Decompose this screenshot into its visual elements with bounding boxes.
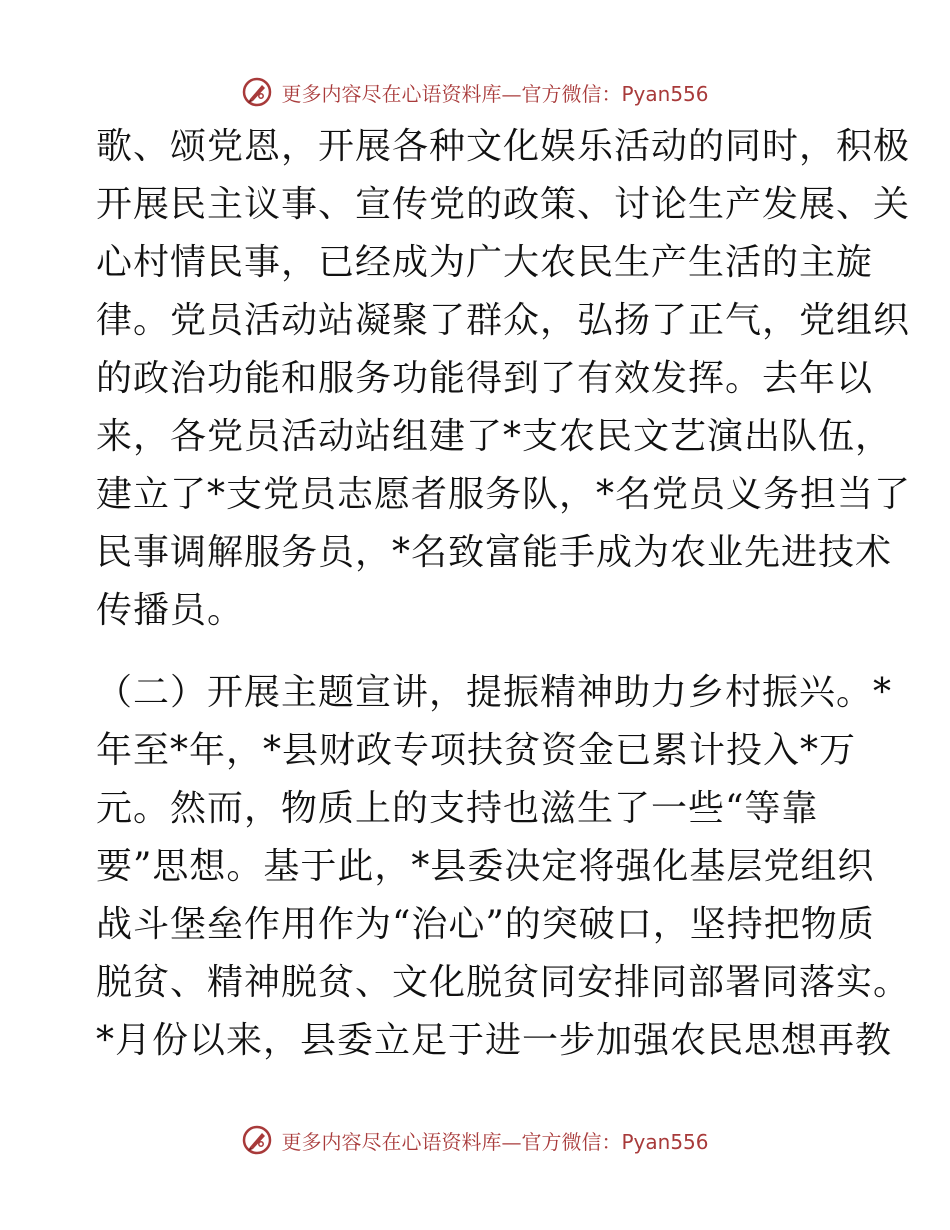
- header-banner-text: [281, 78, 708, 107]
- paragraph-spacer: [96, 640, 856, 664]
- text-line: 元。然而，物质上的支持也滋生了一些“等靠: [96, 788, 819, 829]
- text-line: （二）开展主题宣讲，提振精神助力乡村振兴。*: [96, 672, 893, 713]
- text-line: 建立了*支党员志愿者服务队，*名党员义务担当了: [96, 474, 912, 515]
- text-line: 民事调解服务员，*名致富能手成为农业先进技术: [96, 532, 893, 573]
- text-line: *月份以来，县委立足于进一步加强农民思想再教: [96, 1020, 893, 1061]
- text-line: 脱贫、精神脱贫、文化脱贫同安排同部署同落实。: [96, 962, 911, 1003]
- header-banner-label: 更多内容尽在心语资料库—官方微信：: [281, 81, 622, 106]
- paragraph-2: [96, 664, 911, 1070]
- text-line: 传播员。: [96, 590, 245, 631]
- text-line: 来，各党员活动站组建了*支农民文艺演出队伍，: [96, 416, 893, 457]
- text-line: 要”思想。基于此，*县委决定将强化基层党组织: [96, 846, 875, 887]
- text-line: 战斗堡垒作用作为“治心”的突破口，坚持把物质: [96, 904, 875, 945]
- document-body: [96, 118, 912, 1070]
- text-line: 心村情民事，已经成为广大农民生产生活的主旋: [96, 242, 874, 283]
- header-banner: [0, 72, 950, 112]
- footer-banner: [0, 1120, 950, 1160]
- quill-pen-logo-icon: [241, 76, 273, 108]
- text-line: 的政治功能和服务功能得到了有效发挥。去年以: [96, 358, 874, 399]
- footer-banner-label: 更多内容尽在心语资料库—官方微信：: [281, 1129, 622, 1154]
- header-wechat-id: Pyan556: [621, 81, 709, 106]
- paragraph-1: [96, 118, 912, 640]
- text-line: 开展民主议事、宣传党的政策、讨论生产发展、关: [96, 184, 911, 225]
- text-line: 歌、颂党恩，开展各种文化娱乐活动的同时，积极: [96, 126, 911, 167]
- footer-banner-text: [281, 1126, 708, 1155]
- text-line: 律。党员活动站凝聚了群众，弘扬了正气，党组织: [96, 300, 911, 341]
- footer-wechat-id: Pyan556: [621, 1129, 709, 1154]
- text-line: 年至*年，*县财政专项扶贫资金已累计投入*万: [96, 730, 857, 771]
- quill-pen-logo-icon: [241, 1124, 273, 1156]
